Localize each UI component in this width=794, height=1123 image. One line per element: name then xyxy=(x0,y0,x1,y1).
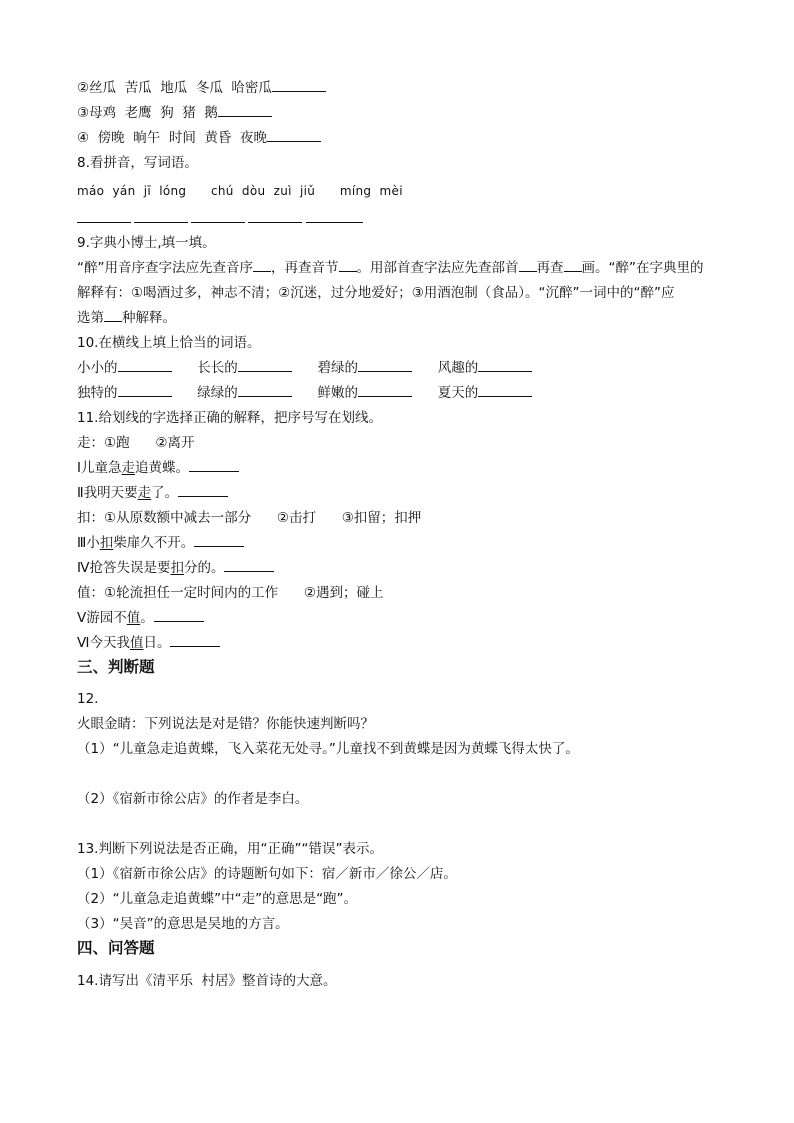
q14-title: 14.请写出《清平乐 村居》整首诗的大意。 xyxy=(77,973,337,989)
q11-sentence-3: Ⅲ小扣柴扉久不开。 xyxy=(77,533,244,553)
answer-blank[interactable] xyxy=(118,358,172,372)
q13-statement-1: （1）《宿新市徐公店》的诗题断句如下：宿／新市／徐公／店。 xyxy=(77,866,457,882)
q11-zhi-definition: 值：①轮流担任一定时间内的工作 ②遇到；碰上 xyxy=(77,585,384,601)
answer-blank[interactable] xyxy=(519,258,537,272)
q13-statement-2: （2）“儿童急走追黄蝶”中“走”的意思是“跑”。 xyxy=(77,891,358,907)
q13-statement-3: （3）“吴音”的意思是吴地的方言。 xyxy=(77,916,289,932)
answer-blank[interactable] xyxy=(358,358,412,372)
answer-blank[interactable] xyxy=(272,78,326,92)
answer-blank[interactable] xyxy=(194,533,244,547)
q8-pinyin: máo yán jī lóng chú dòu zuì jiǔ míng mèi xyxy=(77,184,403,198)
q11-title: 11.给划线的字选择正确的解释，把序号写在划线。 xyxy=(77,410,382,426)
answer-blank[interactable] xyxy=(267,128,321,142)
answer-blank[interactable] xyxy=(154,608,204,622)
section-4-heading: 四、问答题 xyxy=(77,939,155,957)
q11-sentence-1: Ⅰ儿童急走追黄蝶。 xyxy=(77,458,239,478)
answer-blank[interactable] xyxy=(104,308,122,322)
pinyin-answer-line[interactable] xyxy=(248,222,302,223)
answer-blank[interactable] xyxy=(170,633,220,647)
pinyin-answer-line[interactable] xyxy=(306,222,363,223)
pinyin-answer-line[interactable] xyxy=(77,222,131,223)
q10-title: 10.在横线上填上恰当的词语。 xyxy=(77,335,261,351)
pinyin-answer-line[interactable] xyxy=(134,222,188,223)
q7-item-4: ④ 傍晚 晌午 时间 黄昏 夜晚 xyxy=(77,128,321,148)
q12-intro: 火眼金睛：下列说法是对是错？你能快速判断吗？ xyxy=(77,716,374,732)
answer-blank[interactable] xyxy=(178,483,228,497)
answer-blank[interactable] xyxy=(564,258,582,272)
answer-blank[interactable] xyxy=(478,383,532,397)
q12-statement-2: （2）《宿新市徐公店》的作者是李白。 xyxy=(77,791,309,807)
q9-line-1: “醉”用音序查字法应先查音序 ，再查音节 。用部首查字法应先查部首 再查 画。“醉”在字典里的 xyxy=(77,260,704,276)
answer-blank[interactable] xyxy=(478,358,532,372)
q11-sentence-2: Ⅱ我明天要走了。 xyxy=(77,483,228,503)
pinyin-answer-line[interactable] xyxy=(191,222,245,223)
q7-item-2: ②丝瓜 苦瓜 地瓜 冬瓜 哈密瓜 xyxy=(77,78,326,98)
answer-blank[interactable] xyxy=(339,258,357,272)
q11-kou-definition: 扣：①从原数额中减去一部分 ②击打 ③扣留；扣押 xyxy=(77,510,422,526)
answer-blank[interactable] xyxy=(253,258,271,272)
q11-zou-definition: 走：①跑 ②离开 xyxy=(77,435,195,451)
q13-title: 13.判断下列说法是否正确，用“正确”“错误”表示。 xyxy=(77,841,383,857)
q12-number: 12. xyxy=(77,691,99,707)
answer-blank[interactable] xyxy=(118,383,172,397)
answer-blank[interactable] xyxy=(224,558,274,572)
section-3-heading: 三、判断题 xyxy=(77,658,155,676)
q11-sentence-5: Ⅴ游园不值。 xyxy=(77,608,204,628)
answer-blank[interactable] xyxy=(189,458,239,472)
q9-line-3: 选第 种解释。 xyxy=(77,310,176,326)
q7-item-3: ③母鸡 老鹰 狗 猪 鹅 xyxy=(77,103,272,123)
q9-line-2: 解释有：①喝酒过多，神志不清；②沉迷，过分地爱好；③用酒泡制（食品）。“沉醉”一词中的“醉”应 xyxy=(77,285,675,301)
answer-blank[interactable] xyxy=(218,103,272,117)
q9-title: 9.字典小博士,填一填。 xyxy=(77,235,216,251)
answer-blank[interactable] xyxy=(358,383,412,397)
q12-statement-1: （1）“儿童急走追黄蝶，飞入菜花无处寻。”儿童找不到黄蝶是因为黄蝶飞得太快了。 xyxy=(77,741,579,757)
q8-title: 8.看拼音，写词语。 xyxy=(77,155,198,171)
q11-sentence-4: Ⅳ抢答失误是要扣分的。 xyxy=(77,558,274,578)
q11-sentence-6: Ⅵ今天我值日。 xyxy=(77,633,220,653)
answer-blank[interactable] xyxy=(238,383,292,397)
q10-row-2: 独特的 绿绿的 鲜嫩的 夏天的 xyxy=(77,383,532,403)
answer-blank[interactable] xyxy=(238,358,292,372)
q10-row-1: 小小的 长长的 碧绿的 风趣的 xyxy=(77,358,532,378)
